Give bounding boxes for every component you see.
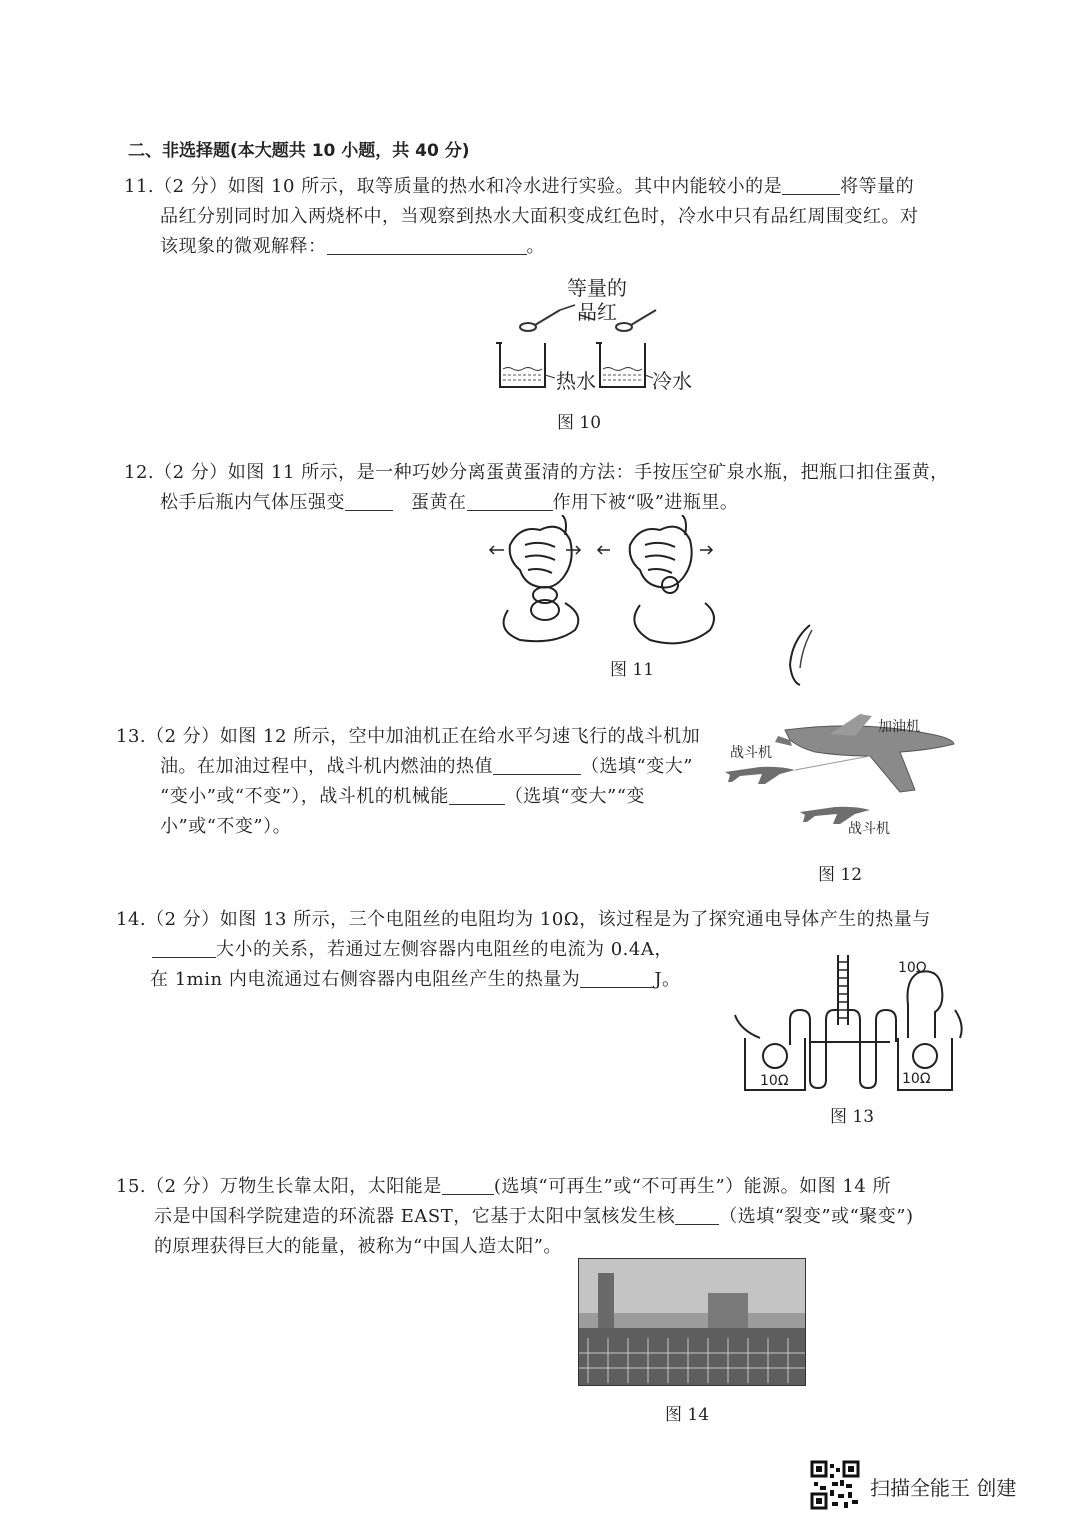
q14-blank-2[interactable] bbox=[580, 969, 654, 988]
q14-line-3 bbox=[150, 965, 681, 991]
q11-line-2: 品红分别同时加入两烧杯中，当观察到热水大面积变成红色时，冷水中只有品红周围变红。对 bbox=[160, 206, 919, 227]
q13-text-3b: （选填“变大”“变 bbox=[504, 786, 645, 807]
pen-stroke-mark bbox=[782, 620, 822, 690]
fig10-cold-label: 冷水 bbox=[652, 369, 692, 393]
beaker-cold-icon bbox=[596, 343, 645, 387]
q13-line-2 bbox=[160, 752, 693, 778]
u-tube-right-icon bbox=[848, 1010, 896, 1088]
spoon-right-icon bbox=[616, 310, 656, 331]
q15-text-2a: 示是中国科学院建造的环流器 EAST，它基于太阳中氢核发生核 bbox=[154, 1206, 676, 1227]
resistor-right-label: 10Ω bbox=[902, 1071, 931, 1087]
q12-line-1: 12.（2 分）如图 11 所示，是一种巧妙分离蛋黄蛋清的方法：手按压空矿泉水瓶，把瓶口扣住蛋黄， bbox=[124, 462, 949, 483]
label-tanker: 加油机 bbox=[878, 719, 920, 735]
q15-blank-1[interactable] bbox=[442, 1176, 494, 1195]
q13-line-4: 小”或“不变”）。 bbox=[160, 816, 292, 837]
fig10-label-top: 等量的 bbox=[567, 276, 627, 300]
q15-blank-2[interactable] bbox=[675, 1206, 719, 1225]
fig10-label-bottom: 品红 bbox=[577, 300, 617, 324]
q12-blank-2[interactable] bbox=[467, 492, 553, 511]
scanner-watermark: 扫描全能王 创建 bbox=[870, 1476, 1017, 1500]
q14-text-3a: 在 1min 内电流通过右侧容器内电阻丝产生的热量为 bbox=[150, 969, 581, 990]
q15-line-1 bbox=[116, 1172, 891, 1198]
tanker-aircraft-icon bbox=[775, 714, 954, 792]
label-fighter-2: 战斗机 bbox=[848, 821, 890, 837]
figure-11-egg-separation bbox=[480, 515, 730, 655]
fig14-caption: 图 14 bbox=[665, 1405, 710, 1425]
resistor-top-label: 10Ω bbox=[898, 960, 927, 976]
q13-blank-2[interactable] bbox=[449, 786, 505, 805]
q13-text-2a: 油。在加油过程中，战斗机内燃油的热值 bbox=[160, 756, 493, 777]
q14-line-1: 14.（2 分）如图 13 所示，三个电阻丝的电阻均为 10Ω，该过程是为了探究通电导体产生的热量与 bbox=[116, 909, 931, 930]
q13-line-3 bbox=[160, 782, 645, 808]
fig12-caption: 图 12 bbox=[818, 865, 863, 885]
label-fighter-1: 战斗机 bbox=[730, 745, 772, 761]
beaker-hot-icon bbox=[496, 343, 545, 387]
q13-text-2b: （选填“变大” bbox=[581, 756, 693, 777]
fig10-hot-label: 热水 bbox=[556, 369, 596, 393]
q12-blank-1[interactable] bbox=[345, 492, 393, 511]
q13-text-3a: “变小”或“不变”），战斗机的机械能 bbox=[160, 786, 449, 807]
q15-text-1b: (选填“可再生”或“不可再生”）能源。如图 14 所 bbox=[493, 1176, 891, 1197]
q14-line-2 bbox=[152, 935, 673, 961]
q11-text-1a: 11.（2 分）如图 10 所示，取等质量的热水和冷水进行实验。其中内能较小的是 bbox=[124, 176, 783, 197]
q11-line-1 bbox=[124, 172, 914, 198]
fighter-jet-1-icon bbox=[725, 767, 795, 784]
hand-bottle-right-icon bbox=[598, 515, 714, 643]
q13-line-1: 13.（2 分）如图 12 所示，空中加油机正在给水平匀速飞行的战斗机加 bbox=[116, 726, 701, 747]
section-title: 二、非选择题(本大题共 10 小题，共 40 分) bbox=[128, 141, 470, 161]
figure-12-refueling-photo bbox=[720, 712, 960, 842]
q14-blank-1[interactable] bbox=[152, 939, 216, 958]
fig10-caption: 图 10 bbox=[557, 413, 602, 433]
q15-line-2 bbox=[154, 1202, 914, 1228]
q15-text-1a: 15.（2 分）万物生长靠太阳，太阳能是 bbox=[116, 1176, 442, 1197]
u-tube-left-icon bbox=[790, 1010, 838, 1088]
q11-blank-1[interactable] bbox=[782, 176, 840, 195]
q12-text-2a: 松手后瓶内气体压强变 bbox=[160, 492, 345, 513]
q14-text-2b: 大小的关系，若通过左侧容器内电阻丝的电流为 0.4A， bbox=[216, 939, 673, 960]
resistor-left-label: 10Ω bbox=[760, 1073, 789, 1089]
top-resistor-icon bbox=[908, 971, 943, 1038]
q12-text-2c: 作用下被“吸”进瓶里。 bbox=[552, 492, 739, 513]
q11-text-3b: 。 bbox=[526, 236, 545, 257]
fig11-caption: 图 11 bbox=[610, 660, 655, 680]
q11-blank-2[interactable] bbox=[327, 236, 527, 255]
fig13-caption: 图 13 bbox=[830, 1107, 875, 1127]
q14-text-3b: J。 bbox=[654, 969, 681, 990]
q12-line-2 bbox=[160, 488, 738, 514]
q13-blank-1[interactable] bbox=[493, 756, 581, 775]
q11-text-1b: 将等量的 bbox=[840, 176, 915, 197]
hand-bottle-left-icon bbox=[490, 515, 580, 641]
qr-code-icon bbox=[810, 1460, 860, 1510]
q15-text-2b: （选填“裂变”或“聚变”) bbox=[719, 1206, 914, 1227]
q11-text-3a: 该现象的微观解释： bbox=[160, 236, 327, 257]
spoon-left-icon bbox=[520, 310, 560, 331]
q11-line-3 bbox=[160, 232, 545, 258]
q15-line-3: 的原理获得巨大的能量，被称为“中国人造太阳”。 bbox=[154, 1236, 562, 1257]
figure-14-east-photo bbox=[578, 1258, 806, 1386]
q12-text-2b: 蛋黄在 bbox=[411, 492, 467, 513]
